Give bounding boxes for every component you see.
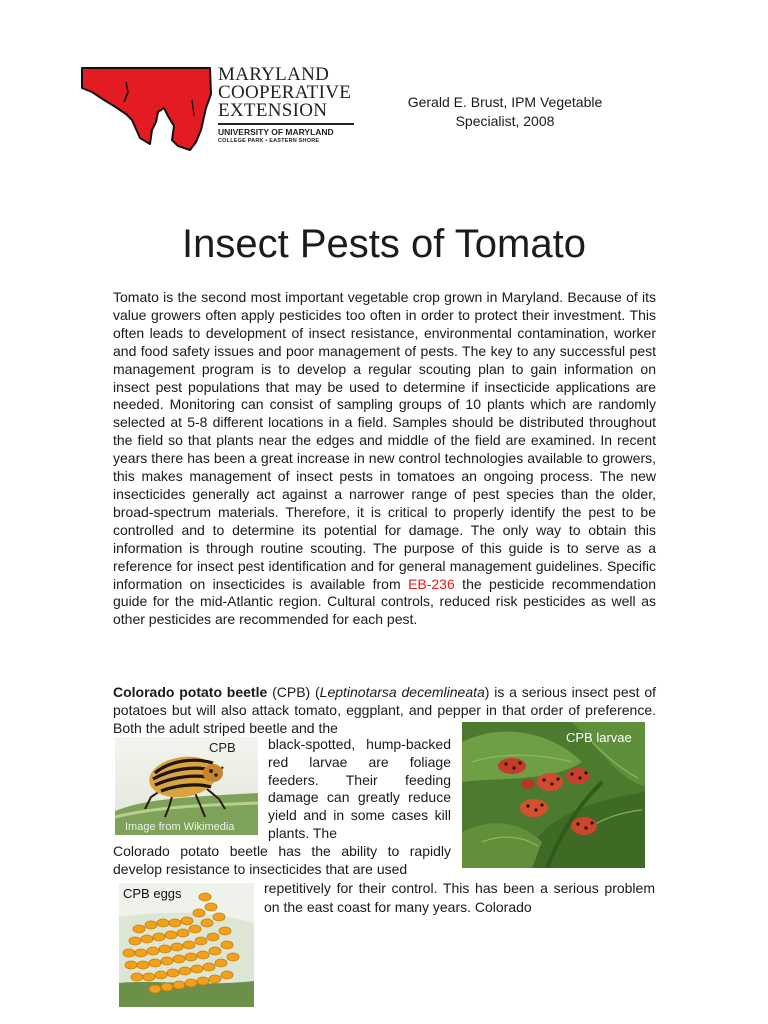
intro-paragraph bbox=[113, 289, 656, 629]
cpb-adult-photo bbox=[115, 737, 258, 835]
larvae-label: CPB larvae bbox=[566, 730, 632, 745]
beetle-label: CPB bbox=[209, 740, 236, 755]
logo-divider bbox=[218, 123, 354, 125]
image-credit: Image from Wikimedia bbox=[125, 821, 235, 833]
org-line-1: MARYLAND bbox=[218, 64, 330, 85]
page-title: Insect Pests of Tomato bbox=[182, 222, 586, 266]
extension-logo bbox=[80, 64, 358, 156]
pest-name: Colorado potato beetle bbox=[113, 684, 268, 700]
org-line-5: COLLEGE PARK • EASTERN SHORE bbox=[218, 138, 320, 144]
cpb-continued-text: repetitively for their control. This has been a serious problem on the east coast for many years. Colorado bbox=[264, 880, 655, 915]
cpb-lead-text: ) is a serious insect pest of potatoes but will also attack tomato, eggplant, and pepper in that order of preference. Both the adult striped beetle and the bbox=[113, 684, 656, 736]
cpb-resistance-text: Colorado potato beetle has the ability to rapidly develop resistance to insecticides that are used bbox=[113, 843, 451, 877]
intro-text: Tomato is the second most important vegetable crop grown in Maryland. Because of its value growers often apply pesticides too often in order to protect their investment. This often leads to development of insect resistance, environmental contamination, worker and food safety issues and poor management of pests. The key to any successful pest management program is to develop a regular scouting plan to gain information on insect pest populations that may be used to determine if insecticide applications are needed. Monitoring can consist of sampling groups of 10 plants which are randomly selected at 5-8 different locations in a field. Samples should be distributed throughout the field so that plants near the edges and middle of the field are examined. In recent years there has been a great increase in new control technologies available to growers, this makes management of insect pests in tomatoes an ongoing process. The new insecticides generally act against a narrower range of pest species than the older, broad-spectrum materials. Therefore, it is critical to properly identify the pest to be controlled and to determine its potential for damage. The only way to obtain this information is through routine scouting. The purpose of this guide is to serve as a reference for insect pest identification and for general management guidelines. Specific information on insecticides is available from bbox=[113, 289, 656, 592]
intro-text-end: the pesticide recommendation guide for the mid-Atlantic region. Cultural controls, reduced risk pesticides as well as other pesticides are recommended for each pest. bbox=[113, 575, 656, 628]
organization-name bbox=[218, 66, 354, 145]
org-line-2: COOPERATIVE bbox=[218, 82, 352, 103]
author-credit bbox=[380, 93, 630, 131]
maryland-map-icon bbox=[80, 64, 220, 156]
eggs-label: CPB eggs bbox=[123, 886, 182, 901]
cpb-side-text: black-spotted, hump-backed red larvae are foliage feeders. Their feeding damage can greatly reduce yield and in some cases kill plants. The bbox=[268, 736, 451, 841]
eb-236-link[interactable]: EB-236 bbox=[408, 575, 455, 592]
author-line-1: Gerald E. Brust, IPM Vegetable bbox=[407, 94, 603, 110]
author-line-2: Specialist, 2008 bbox=[455, 113, 555, 129]
pest-abbr: (CPB) ( bbox=[267, 684, 320, 700]
cpb-eggs-photo bbox=[119, 883, 254, 1007]
eggs-image bbox=[119, 883, 254, 1007]
org-line-4: UNIVERSITY OF MARYLAND bbox=[218, 127, 334, 137]
latin-name: Leptinotarsa decemlineata bbox=[319, 684, 485, 700]
cpb-larvae-photo bbox=[462, 722, 645, 868]
org-line-3: EXTENSION bbox=[218, 100, 328, 121]
